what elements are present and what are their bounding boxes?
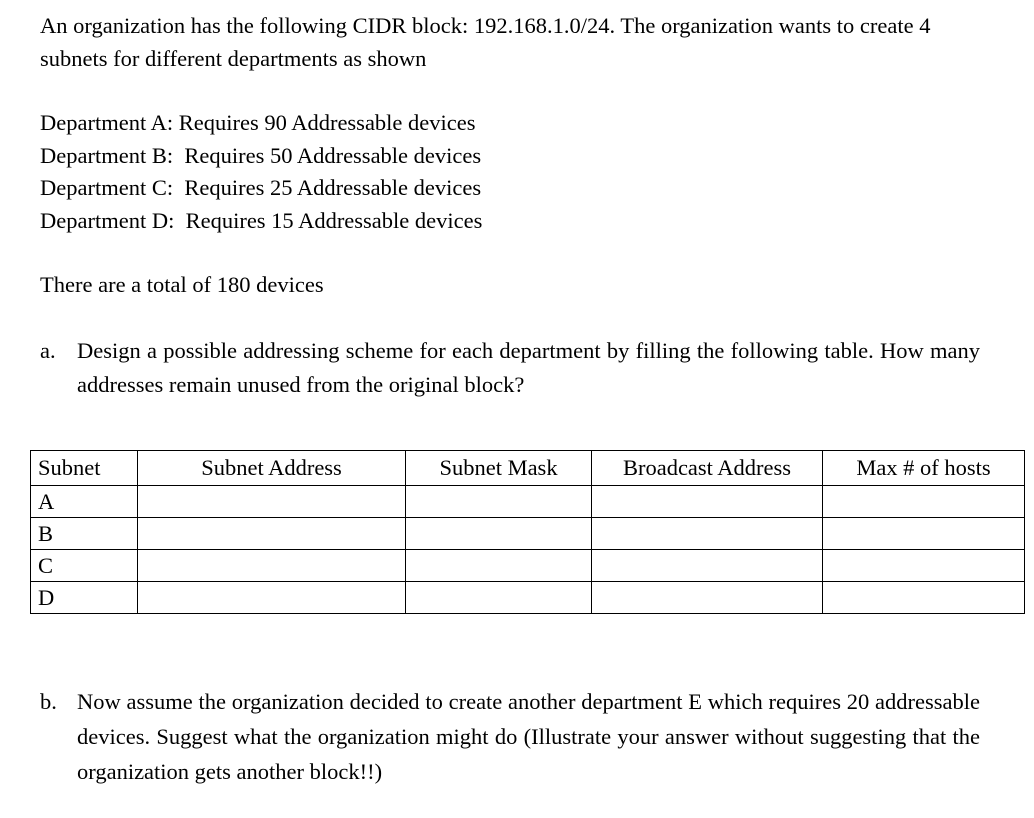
department-c-requirement: Department C: Requires 25 Addressable devices xyxy=(40,175,482,200)
subnet-table xyxy=(30,450,1025,614)
table-header-row xyxy=(31,451,1025,486)
max-hosts-cell xyxy=(823,518,1025,550)
table-row xyxy=(31,582,1025,614)
header-max-hosts: Max # of hosts xyxy=(823,451,1025,486)
subnet-address-cell xyxy=(138,486,406,518)
broadcast-address-cell xyxy=(592,518,823,550)
max-hosts-cell xyxy=(823,550,1025,582)
subnet-mask-cell xyxy=(406,486,592,518)
table-row xyxy=(31,486,1025,518)
question-b-letter: b. xyxy=(40,689,57,714)
question-b xyxy=(40,684,980,789)
department-list xyxy=(40,107,482,237)
department-d-requirement: Department D: Requires 15 Addressable devices xyxy=(40,207,483,233)
department-b-requirement: Department B: Requires 50 Addressable devices xyxy=(40,142,482,168)
header-subnet: Subnet xyxy=(31,451,138,486)
subnet-address-cell xyxy=(138,550,406,582)
question-b-text: Now assume the organization decided to create another department E which requires 20 addressable devices. Suggest what the organization might do (Illustrate your answer without suggesting that the organization gets another block!!) xyxy=(77,689,980,784)
subnet-mask-cell xyxy=(406,518,592,550)
department-a-requirement: Department A: Requires 90 Addressable devices xyxy=(40,110,476,135)
header-subnet-mask: Subnet Mask xyxy=(406,451,592,486)
subnet-label-cell: D xyxy=(31,582,138,614)
broadcast-address-cell xyxy=(592,550,823,582)
max-hosts-cell xyxy=(823,582,1025,614)
question-a xyxy=(40,334,980,402)
broadcast-address-cell xyxy=(592,582,823,614)
subnet-address-cell xyxy=(138,518,406,550)
intro-paragraph: An organization has the following CIDR block: 192.168.1.0/24. The organization wants to create 4 subnets for different departments as shown xyxy=(40,13,931,71)
question-a-letter: a. xyxy=(40,338,56,363)
question-a-text: Design a possible addressing scheme for each department by filling the following table. How many addresses remain unused from the original block? xyxy=(77,338,980,397)
subnet-address-cell xyxy=(138,582,406,614)
table-row xyxy=(31,550,1025,582)
header-subnet-address: Subnet Address xyxy=(138,451,406,486)
broadcast-address-cell xyxy=(592,486,823,518)
table-row xyxy=(31,518,1025,550)
subnet-label-cell: B xyxy=(31,518,138,550)
max-hosts-cell xyxy=(823,486,1025,518)
header-broadcast-address: Broadcast Address xyxy=(592,451,823,486)
total-devices-text: There are a total of 180 devices xyxy=(40,272,324,297)
subnet-mask-cell xyxy=(406,550,592,582)
subnet-label-cell: A xyxy=(31,486,138,518)
subnet-label-cell: C xyxy=(31,550,138,582)
subnet-mask-cell xyxy=(406,582,592,614)
